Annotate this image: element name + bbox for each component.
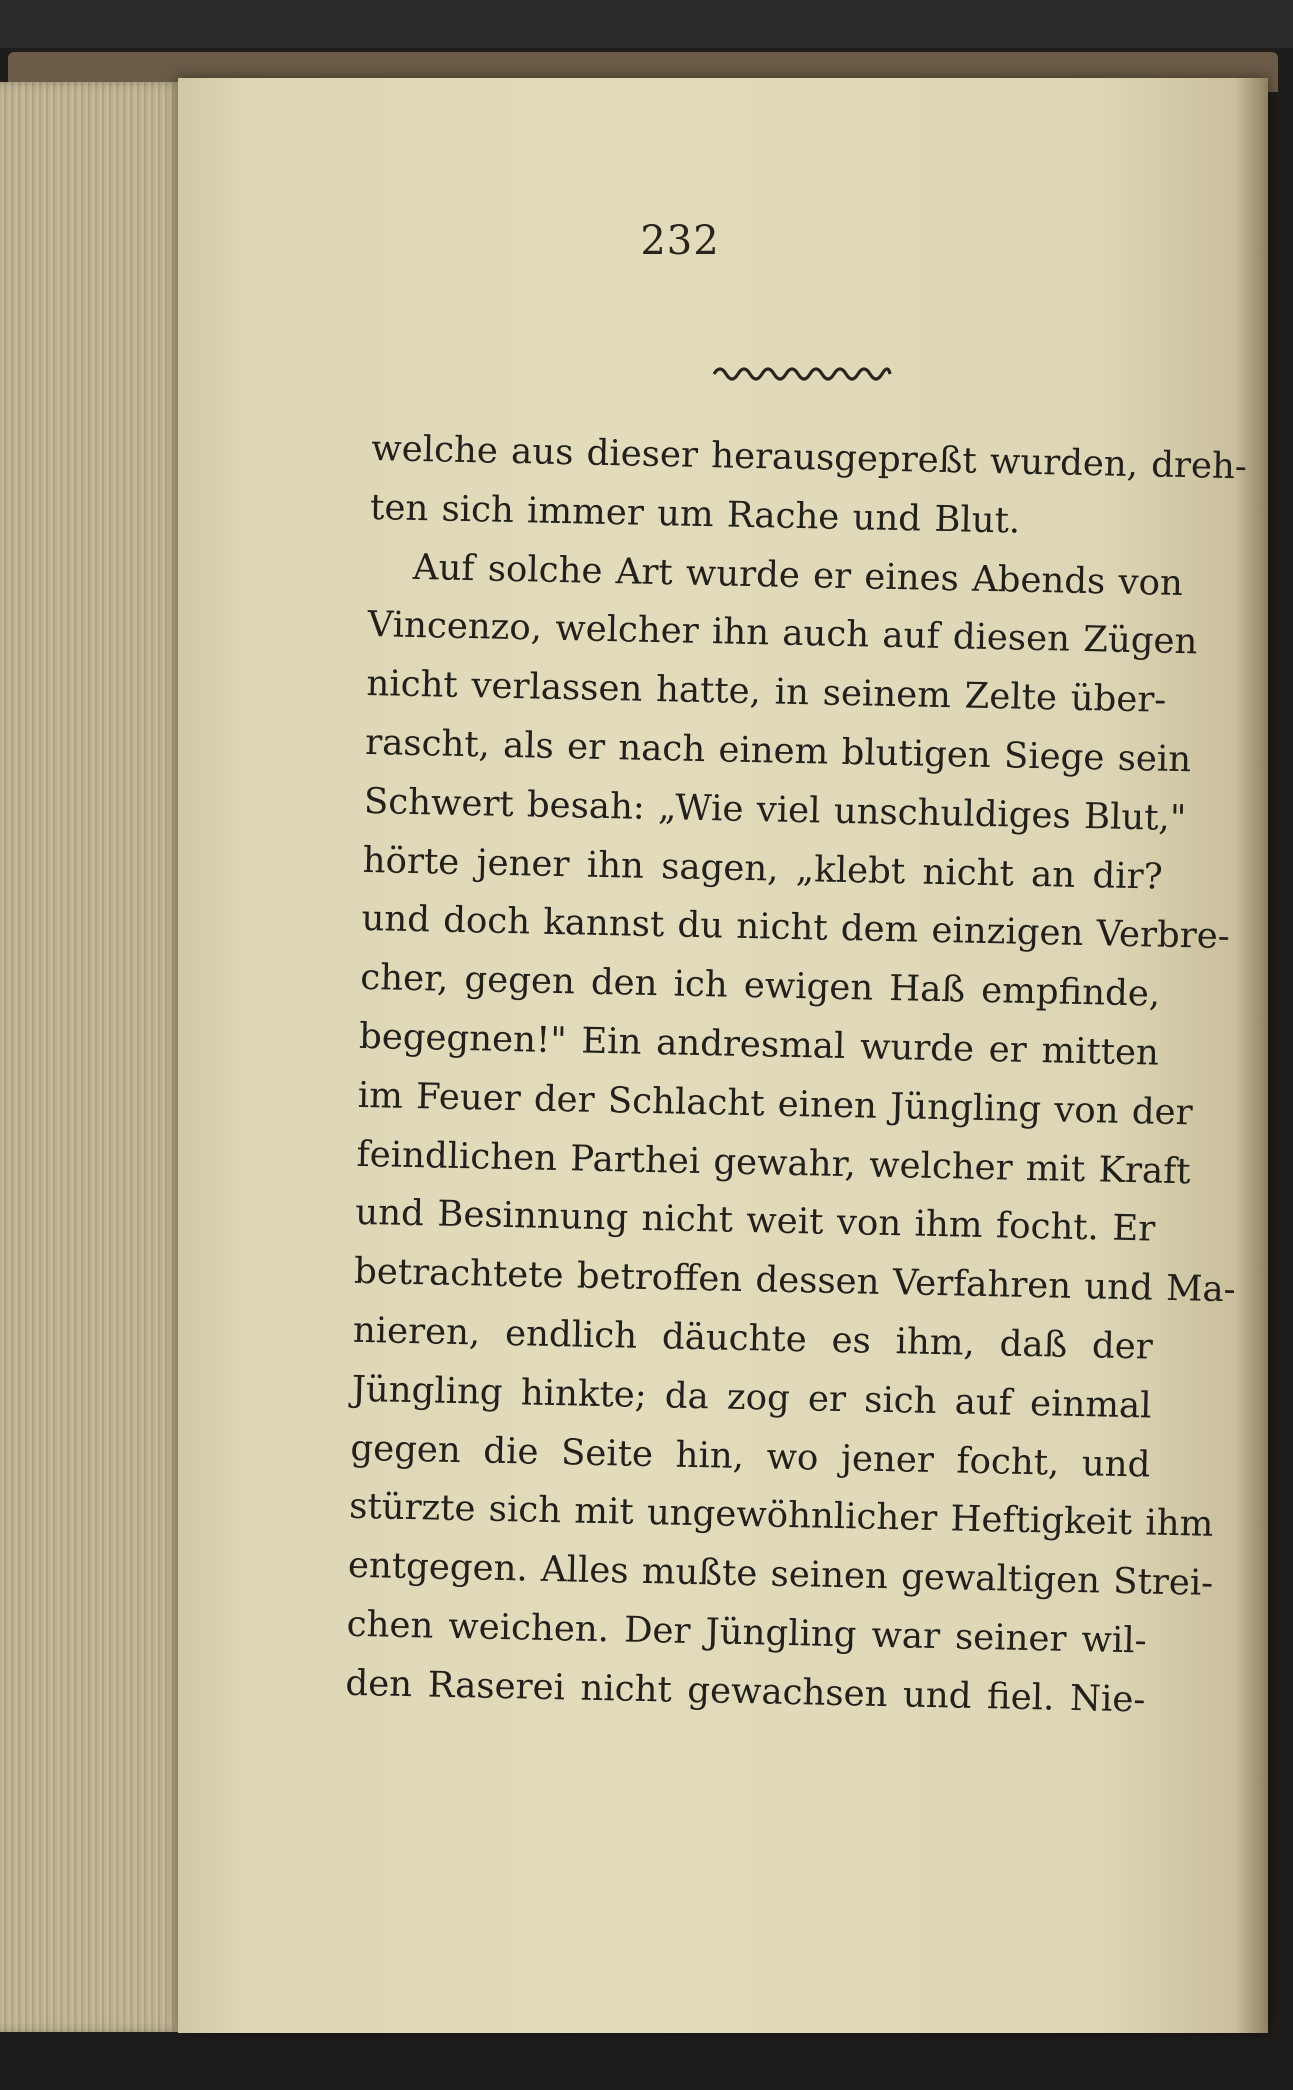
text-line: hörte jener ihn sagen, „klebt nicht an dir? bbox=[362, 839, 1164, 898]
text-line: nicht verlassen hatte, in seinem Zelte über- bbox=[366, 663, 1167, 721]
text-line: rascht, als er nach einem blutigen Siege sein bbox=[364, 721, 1192, 781]
text-line: den Raserei nicht gewachsen und fiel. Nie- bbox=[345, 1662, 1146, 1721]
text-line: entgegen. Alles mußte seinen gewaltigen Strei- bbox=[347, 1544, 1214, 1605]
text-line: im Feuer der Schlacht einen Jüngling von der bbox=[357, 1074, 1194, 1134]
text-line: und Besinnung nicht weit von ihm focht. Er bbox=[354, 1192, 1156, 1250]
text-line: Schwert besah: „Wie viel unschuldiges Blut," bbox=[363, 780, 1187, 839]
text-line: Jüngling hinkte; da zog er sich auf einmal bbox=[351, 1368, 1152, 1427]
page-stack-edges bbox=[0, 82, 185, 2032]
text-line: gegen die Seite hin, wo jener focht, und bbox=[350, 1427, 1151, 1486]
page-number: 232 bbox=[640, 218, 720, 264]
text-line: cher, gegen den ich ewigen Haß empfinde, bbox=[359, 957, 1161, 1015]
text-line: begegnen!" Ein andresmal wurde er mitten bbox=[358, 1015, 1160, 1074]
wavy-line-ornament-icon bbox=[712, 362, 892, 386]
body-text bbox=[345, 420, 1248, 1730]
text-line: feindlichen Parthei gewahr, welcher mit Kraft bbox=[356, 1133, 1191, 1192]
text-line: ten sich immer um Rache und Blut. bbox=[369, 486, 1021, 542]
text-line: Vincenzo, welcher ihn auch auf diesen Zügen bbox=[367, 604, 1198, 663]
text-line: welche aus dieser herausgepreßt wurden, dreh- bbox=[370, 427, 1248, 488]
text-line: betrachtete betroffen dessen Verfahren und Ma- bbox=[353, 1250, 1237, 1311]
text-line: nieren, endlich däuchte es ihm, daß der bbox=[352, 1309, 1154, 1368]
text-line: und doch kannst du nicht dem einzigen Verbre- bbox=[361, 898, 1231, 958]
text-line: stürzte sich mit ungewöhnlicher Heftigkeit ihm bbox=[348, 1486, 1214, 1546]
text-line: chen weichen. Der Jüngling war seiner wil- bbox=[346, 1603, 1148, 1662]
text-line: Auf solche Art wurde er eines Abends von bbox=[412, 546, 1184, 604]
